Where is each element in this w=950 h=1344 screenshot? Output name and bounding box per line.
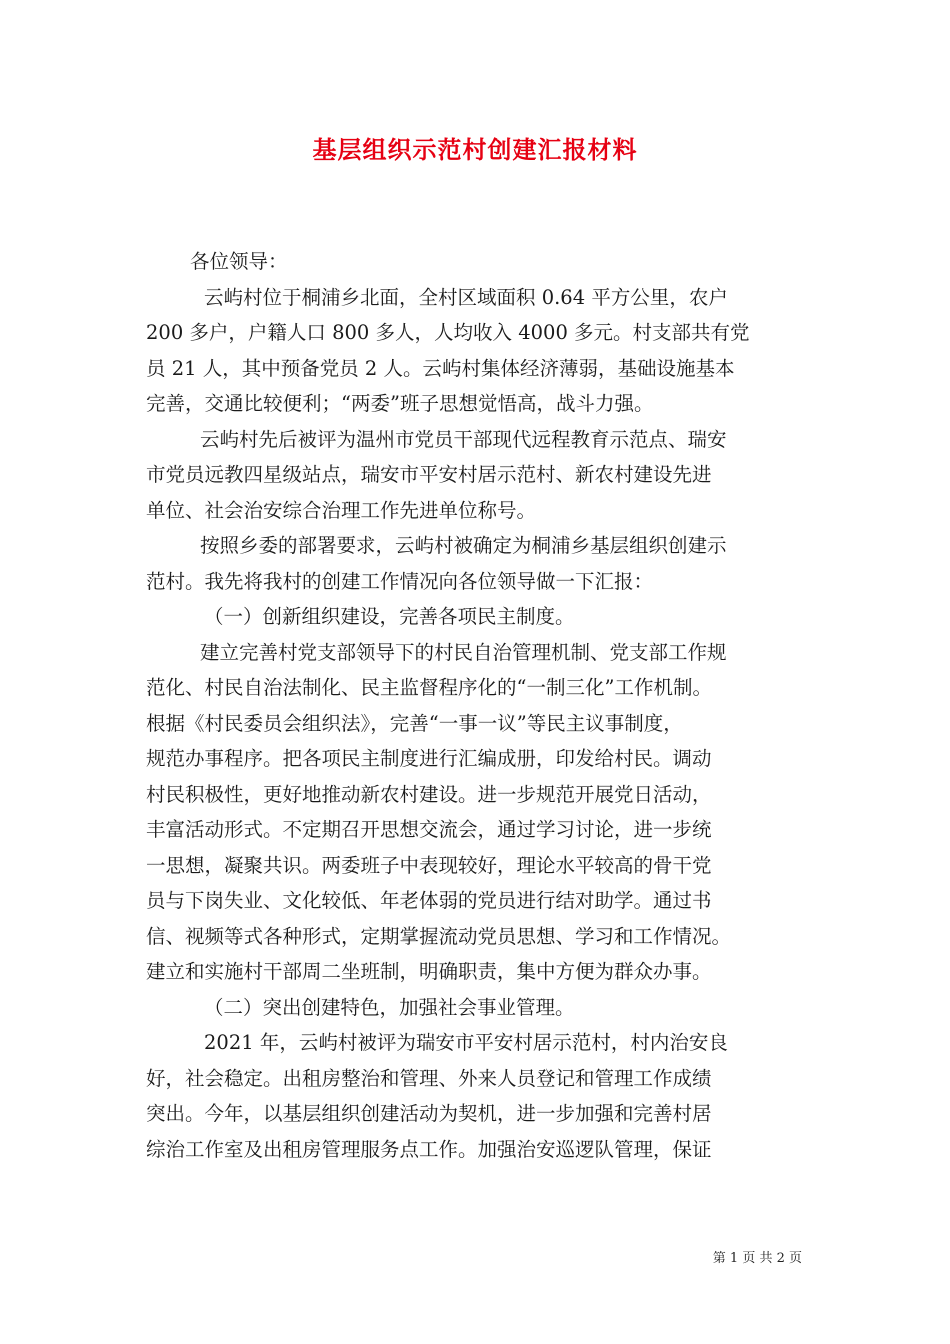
body-line: 员与下岗失业、文化较低、年老体弱的党员进行结对助学。通过书 bbox=[146, 889, 712, 912]
body-line: 丰富活动形式。不定期召开思想交流会，通过学习讨论，进一步统 bbox=[146, 818, 712, 841]
body-line: 村民积极性，更好地推动新农村建设。进一步规范开展党日活动， bbox=[146, 782, 712, 806]
section-heading: （二）突出创建特色，加强社会事业管理。 bbox=[204, 995, 575, 1019]
section-heading: （一）创新组织建设，完善各项民主制度。 bbox=[204, 605, 575, 628]
body-line: 建立完善村党支部领导下的村民自治管理机制、党支部工作规 bbox=[200, 640, 727, 664]
body-line: 范村。我先将我村的创建工作情况向各位领导做一下汇报： bbox=[146, 569, 654, 593]
body-line: 完善，交通比较便利；“两委”班子思想觉悟高，战斗力强。 bbox=[146, 392, 654, 415]
body-line: 建立和实施村干部周二坐班制，明确职责，集中方便为群众办事。 bbox=[146, 960, 712, 983]
body-line: 范化、村民自治法制化、民主监督程序化的“一制三化”工作机制。 bbox=[146, 676, 712, 699]
body-line: 市党员远教四星级站点，瑞安市平安村居示范村、新农村建设先进 bbox=[146, 463, 712, 486]
body-line: 好，社会稳定。出租房整治和管理、外来人员登记和管理工作成绩 bbox=[146, 1066, 712, 1090]
body-line: 单位、社会治安综合治理工作先进单位称号。 bbox=[146, 498, 537, 522]
body-line: 各位领导： bbox=[190, 250, 288, 273]
body-line: 200 多户，户籍人口 800 多人，人均收入 4000 多元。村支部共有党 bbox=[146, 321, 750, 344]
body-line: 信、视频等式各种形式，定期掌握流动党员思想、学习和工作情况。 bbox=[146, 924, 732, 948]
body-line: 云屿村先后被评为温州市党员干部现代远程教育示范点、瑞安 bbox=[200, 427, 727, 451]
document-body bbox=[146, 244, 806, 1167]
body-line: 云屿村位于桐浦乡北面，全村区域面积 0.64 平方公里，农户 bbox=[204, 285, 728, 309]
body-line: 员 21 人，其中预备党员 2 人。云屿村集体经济薄弱，基础设施基本 bbox=[146, 356, 735, 380]
body-line: 一思想，凝聚共识。两委班子中表现较好，理论水平较高的骨干党 bbox=[146, 853, 712, 877]
body-line: 2021 年，云屿村被评为瑞安市平安村居示范村，村内治安良 bbox=[204, 1031, 728, 1054]
body-line: 综治工作室及出租房管理服务点工作。加强治安巡逻队管理，保证 bbox=[146, 1137, 712, 1161]
document-title: 基层组织示范村创建汇报材料 bbox=[312, 135, 638, 164]
page-number: 第 1 页 共 2 页 bbox=[712, 1251, 802, 1266]
body-line: 根据《村民委员会组织法》，完善“一事一议”等民主议事制度， bbox=[146, 711, 683, 735]
body-line: 突出。今年，以基层组织创建活动为契机，进一步加强和完善村居 bbox=[146, 1102, 712, 1125]
body-line: 规范办事程序。把各项民主制度进行汇编成册，印发给村民。调动 bbox=[146, 747, 712, 770]
body-line: 按照乡委的部署要求，云屿村被确定为桐浦乡基层组织创建示 bbox=[200, 534, 727, 557]
